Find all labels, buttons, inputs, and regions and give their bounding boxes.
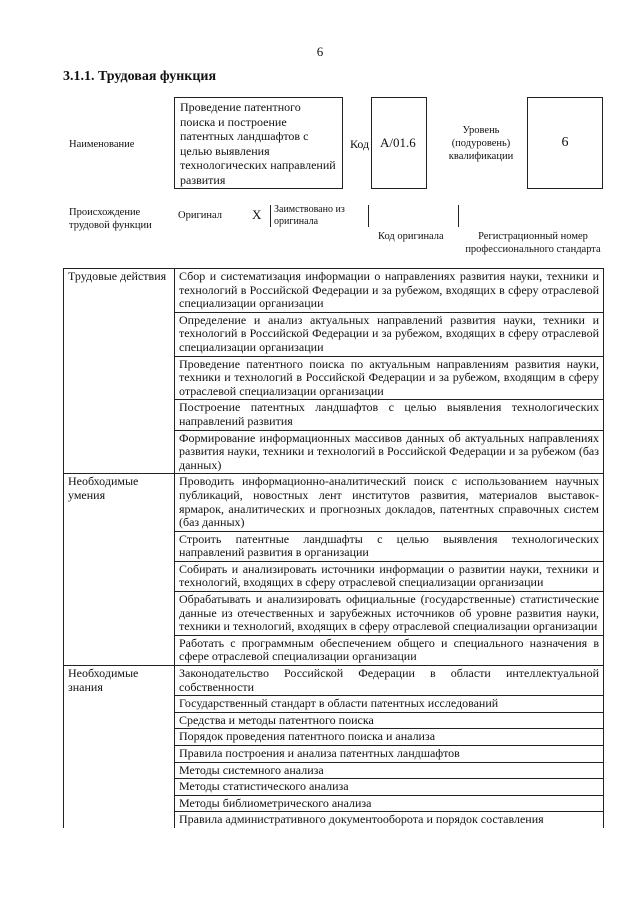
name-label: Наименование (69, 139, 135, 150)
code-value-box: A/01.6 (371, 97, 427, 189)
table-cell: Методы статистического анализа (175, 779, 604, 796)
function-name-box: Проведение патентного поиска и построение патентных ландшафтов с целью выявления технологических направлений развития (174, 97, 343, 189)
qualification-level-label: Уровень (подуровень) квалификации (448, 125, 514, 162)
registration-number-cell (458, 205, 603, 227)
original-code-cell (368, 205, 458, 227)
registration-number-caption: Регистрационный номер профессионального стандарта (465, 231, 601, 255)
borrowed-label: Заимствовано из оригинала (274, 204, 345, 227)
origin-label: Происхождение трудовой функции (69, 207, 152, 231)
labor-function-table (63, 268, 604, 828)
table-cell: Формирование информационных массивов данных об актуальных направлениях развития науки, техники и технологий в Российской Федерации и за рубежом (баз данных) (175, 430, 604, 474)
table-cell: Законодательство Российской Федерации в области интеллектуальной собственности (175, 666, 604, 696)
table-cell: Собирать и анализировать источники информации о развитии науки, техники и технологий, входящих в сферу отраслевой специализации организации (175, 561, 604, 591)
category-cell: Трудовые действия (64, 269, 175, 474)
table-cell: Обрабатывать и анализировать официальные (государственные) статистические данные из отечественных и зарубежных источников об уровне развития науки, техники и технологий, входящих в сферу отраслевой специализации организации (175, 592, 604, 636)
table-cell: Построение патентных ландшафтов с целью выявления технологических направлений развития (175, 400, 604, 430)
category-cell: Необходимые знания (64, 666, 175, 828)
borrowed-cell (270, 205, 368, 227)
table-cell: Проведение патентного поиска по актуальным направлениям развития науки, техники и технологий в Российской Федерации и за рубежом, входящим в сферу отраслевой специализации организации (175, 356, 604, 400)
page-number: 6 (316, 44, 324, 59)
table-row (64, 666, 604, 696)
table-cell: Работать с программным обеспечением общего и специального назначения в сфере отраслевой специализации организации (175, 635, 604, 665)
code-label: Код (350, 137, 370, 151)
table-cell: Методы системного анализа (175, 762, 604, 779)
table-cell: Определение и анализ актуальных направлений развития науки, техники и технологий в Российской Федерации и за рубежом, входящих в сферу отраслевой специализации организации (175, 312, 604, 356)
section-title: 3.1.1. Трудовая функция (63, 69, 217, 84)
category-cell: Необходимые умения (64, 474, 175, 666)
table-cell: Правила построения и анализа патентных ландшафтов (175, 746, 604, 763)
original-label: Оригинал (178, 210, 222, 221)
qualification-level-box: 6 (527, 97, 603, 189)
original-code-caption: Код оригинала (378, 231, 444, 242)
table-cell: Средства и методы патентного поиска (175, 712, 604, 729)
table-row (64, 474, 604, 531)
original-cell (174, 205, 270, 227)
table-cell: Проводить информационно-аналитический поиск с использованием научных публикаций, новостных лент институтов развития, материалов выставок-ярмарок, аналитических и прогнозных докладов, патентных справочных систем (баз данных) (175, 474, 604, 531)
table-cell: Порядок проведения патентного поиска и анализа (175, 729, 604, 746)
origin-table (174, 205, 603, 227)
table-cell: Сбор и систематизация информации о направлениях развития науки, техники и технологий в Российской Федерации и за рубежом, входящих в сферу отраслевой специализации организации (175, 269, 604, 313)
original-mark: X (252, 207, 262, 222)
table-cell: Строить патентные ландшафты с целью выявления технологических направлений развития в организации (175, 531, 604, 561)
table-cell: Правила административного документооборота и порядок составления (175, 812, 604, 828)
table-cell: Методы библиометрического анализа (175, 795, 604, 812)
table-cell: Государственный стандарт в области патентных исследований (175, 696, 604, 713)
table-row (64, 269, 604, 313)
